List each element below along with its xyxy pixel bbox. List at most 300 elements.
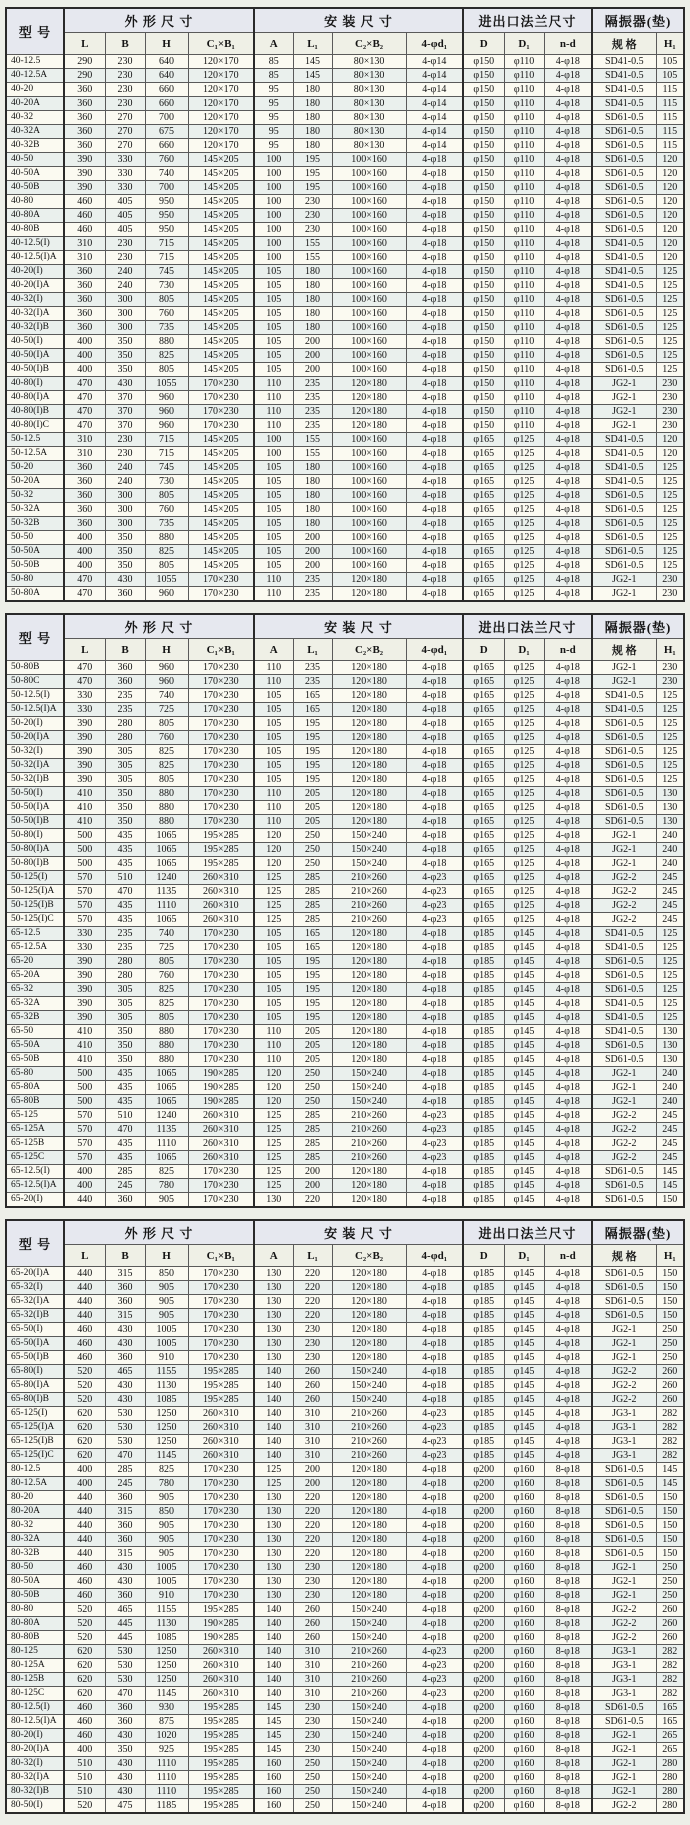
inst-l1-cell: 285 bbox=[293, 1123, 332, 1137]
inst-4phid1-cell: 4-φ18 bbox=[406, 1337, 463, 1351]
isolator-spec-cell: SD41-0.5 bbox=[592, 279, 656, 293]
inst-a-cell: 125 bbox=[254, 913, 293, 927]
dim-l-cell: 570 bbox=[64, 871, 105, 885]
inst-c2b2-cell: 80×130 bbox=[332, 69, 406, 83]
inst-l1-cell: 145 bbox=[293, 55, 332, 69]
table-row bbox=[6, 461, 684, 475]
flange-d1-cell: φ160 bbox=[504, 1519, 544, 1533]
table-row bbox=[6, 787, 684, 801]
dim-b-cell: 360 bbox=[105, 675, 145, 689]
dim-b-cell: 430 bbox=[105, 1561, 145, 1575]
inst-c2b2-cell: 210×260 bbox=[332, 1449, 406, 1463]
inst-l1-cell: 180 bbox=[293, 321, 332, 335]
inst-c2b2-cell: 120×180 bbox=[332, 1519, 406, 1533]
flange-d-cell: φ185 bbox=[463, 927, 504, 941]
inst-a-cell: 140 bbox=[254, 1365, 293, 1379]
dim-h-cell: 780 bbox=[145, 1179, 188, 1193]
dim-h-cell: 905 bbox=[145, 1533, 188, 1547]
inst-c2b2-cell: 210×260 bbox=[332, 913, 406, 927]
inst-l1-cell: 180 bbox=[293, 293, 332, 307]
inst-c2b2-cell: 100×160 bbox=[332, 475, 406, 489]
flange-nd-cell: 8-φ18 bbox=[544, 1491, 592, 1505]
flange-d-cell: φ150 bbox=[463, 251, 504, 265]
inst-c2b2-cell: 120×180 bbox=[332, 969, 406, 983]
inst-a-cell: 140 bbox=[254, 1407, 293, 1421]
isolator-spec-cell: JG2-1 bbox=[592, 1067, 656, 1081]
model-cell: 65-125(I)A bbox=[6, 1421, 64, 1435]
inst-c2b2-cell: 120×180 bbox=[332, 1561, 406, 1575]
isolator-h1-cell: 115 bbox=[656, 125, 684, 139]
dim-b-cell: 305 bbox=[105, 983, 145, 997]
dim-h-cell: 905 bbox=[145, 1547, 188, 1561]
inst-a-cell: 100 bbox=[254, 447, 293, 461]
inst-4phid1-cell: 4-φ23 bbox=[406, 1123, 463, 1137]
inst-c2b2-cell: 150×240 bbox=[332, 1771, 406, 1785]
isolator-h1-cell: 230 bbox=[656, 377, 684, 391]
table-row bbox=[6, 1771, 684, 1785]
model-cell: 50-80(I)A bbox=[6, 843, 64, 857]
dim-b-cell: 435 bbox=[105, 899, 145, 913]
dim-b-cell: 330 bbox=[105, 167, 145, 181]
flange-d-cell: φ185 bbox=[463, 1337, 504, 1351]
table-row bbox=[6, 1323, 684, 1337]
flange-nd-cell: 8-φ18 bbox=[544, 1799, 592, 1814]
model-cell: 80-20(I) bbox=[6, 1729, 64, 1743]
isolator-spec-cell: JG2-1 bbox=[592, 391, 656, 405]
col-header-H1: H₁ bbox=[656, 639, 684, 661]
dim-l-cell: 440 bbox=[64, 1309, 105, 1323]
dim-c1b1-cell: 195×285 bbox=[188, 829, 254, 843]
isolator-spec-cell: SD61-0.5 bbox=[592, 1193, 656, 1208]
inst-c2b2-cell: 120×180 bbox=[332, 1351, 406, 1365]
inst-4phid1-cell: 4-φ18 bbox=[406, 717, 463, 731]
flange-d1-cell: φ160 bbox=[504, 1673, 544, 1687]
inst-c2b2-cell: 210×260 bbox=[332, 1421, 406, 1435]
dim-l-cell: 520 bbox=[64, 1631, 105, 1645]
inst-l1-cell: 230 bbox=[293, 1575, 332, 1589]
table-row bbox=[6, 1785, 684, 1799]
dim-c1b1-cell: 120×170 bbox=[188, 97, 254, 111]
flange-d-cell: φ165 bbox=[463, 773, 504, 787]
isolator-spec-cell: SD61-0.5 bbox=[592, 717, 656, 731]
model-cell: 40-50A bbox=[6, 167, 64, 181]
dim-l-cell: 500 bbox=[64, 1081, 105, 1095]
flange-nd-cell: 8-φ18 bbox=[544, 1477, 592, 1491]
table-row bbox=[6, 1337, 684, 1351]
inst-l1-cell: 195 bbox=[293, 969, 332, 983]
inst-4phid1-cell: 4-φ23 bbox=[406, 1421, 463, 1435]
flange-d-cell: φ185 bbox=[463, 1281, 504, 1295]
inst-c2b2-cell: 120×180 bbox=[332, 717, 406, 731]
flange-d-cell: φ150 bbox=[463, 363, 504, 377]
flange-d1-cell: φ145 bbox=[504, 1435, 544, 1449]
inst-a-cell: 105 bbox=[254, 503, 293, 517]
inst-c2b2-cell: 210×260 bbox=[332, 1109, 406, 1123]
flange-nd-cell: 4-φ18 bbox=[544, 321, 592, 335]
dim-h-cell: 740 bbox=[145, 689, 188, 703]
table-row bbox=[6, 983, 684, 997]
dim-c1b1-cell: 145×205 bbox=[188, 559, 254, 573]
flange-d1-cell: φ145 bbox=[504, 1109, 544, 1123]
inst-a-cell: 140 bbox=[254, 1379, 293, 1393]
inst-l1-cell: 165 bbox=[293, 927, 332, 941]
flange-d-cell: φ165 bbox=[463, 517, 504, 531]
inst-a-cell: 125 bbox=[254, 1137, 293, 1151]
dim-h-cell: 660 bbox=[145, 97, 188, 111]
inst-l1-cell: 195 bbox=[293, 997, 332, 1011]
col-group-vibration-isolator: 隔振器(垫) bbox=[592, 614, 684, 639]
dim-h-cell: 880 bbox=[145, 335, 188, 349]
flange-d-cell: φ185 bbox=[463, 1365, 504, 1379]
flange-d-cell: φ200 bbox=[463, 1477, 504, 1491]
inst-l1-cell: 285 bbox=[293, 1109, 332, 1123]
table-row bbox=[6, 209, 684, 223]
table-row bbox=[6, 1603, 684, 1617]
inst-a-cell: 130 bbox=[254, 1505, 293, 1519]
col-group-flange-dimensions: 进出口法兰尺寸 bbox=[463, 1220, 592, 1245]
isolator-h1-cell: 150 bbox=[656, 1281, 684, 1295]
isolator-h1-cell: 230 bbox=[656, 661, 684, 675]
inst-4phid1-cell: 4-φ18 bbox=[406, 983, 463, 997]
dim-h-cell: 1065 bbox=[145, 1067, 188, 1081]
dim-c1b1-cell: 170×230 bbox=[188, 1039, 254, 1053]
model-cell: 50-50(I) bbox=[6, 787, 64, 801]
flange-d-cell: φ165 bbox=[463, 489, 504, 503]
inst-l1-cell: 250 bbox=[293, 857, 332, 871]
inst-l1-cell: 310 bbox=[293, 1659, 332, 1673]
dim-h-cell: 825 bbox=[145, 759, 188, 773]
dim-h-cell: 910 bbox=[145, 1589, 188, 1603]
flange-nd-cell: 4-φ18 bbox=[544, 1421, 592, 1435]
inst-4phid1-cell: 4-φ23 bbox=[406, 1407, 463, 1421]
dim-l-cell: 460 bbox=[64, 1323, 105, 1337]
dim-l-cell: 360 bbox=[64, 125, 105, 139]
dim-h-cell: 805 bbox=[145, 559, 188, 573]
isolator-spec-cell: SD61-0.5 bbox=[592, 125, 656, 139]
dim-b-cell: 305 bbox=[105, 745, 145, 759]
model-cell: 65-32(I) bbox=[6, 1281, 64, 1295]
table-row bbox=[6, 139, 684, 153]
inst-a-cell: 105 bbox=[254, 307, 293, 321]
isolator-spec-cell: SD61-0.5 bbox=[592, 167, 656, 181]
model-cell: 50-80B bbox=[6, 661, 64, 675]
inst-c2b2-cell: 210×260 bbox=[332, 1137, 406, 1151]
inst-a-cell: 110 bbox=[254, 1039, 293, 1053]
inst-c2b2-cell: 150×240 bbox=[332, 1603, 406, 1617]
inst-l1-cell: 180 bbox=[293, 139, 332, 153]
inst-a-cell: 85 bbox=[254, 55, 293, 69]
dim-c1b1-cell: 260×310 bbox=[188, 1137, 254, 1151]
inst-c2b2-cell: 100×160 bbox=[332, 517, 406, 531]
flange-nd-cell: 4-φ18 bbox=[544, 787, 592, 801]
dim-c1b1-cell: 170×230 bbox=[188, 731, 254, 745]
isolator-spec-cell: SD61-0.5 bbox=[592, 731, 656, 745]
dim-c1b1-cell: 190×285 bbox=[188, 1617, 254, 1631]
isolator-spec-cell: SD61-0.5 bbox=[592, 363, 656, 377]
dim-l-cell: 410 bbox=[64, 801, 105, 815]
isolator-h1-cell: 250 bbox=[656, 1337, 684, 1351]
dim-h-cell: 780 bbox=[145, 1477, 188, 1491]
dim-c1b1-cell: 260×310 bbox=[188, 1449, 254, 1463]
dim-l-cell: 500 bbox=[64, 829, 105, 843]
inst-a-cell: 110 bbox=[254, 801, 293, 815]
inst-4phid1-cell: 4-φ18 bbox=[406, 1729, 463, 1743]
flange-d1-cell: φ145 bbox=[504, 1053, 544, 1067]
flange-d-cell: φ185 bbox=[463, 955, 504, 969]
inst-c2b2-cell: 120×180 bbox=[332, 815, 406, 829]
isolator-h1-cell: 165 bbox=[656, 1715, 684, 1729]
flange-d1-cell: φ145 bbox=[504, 983, 544, 997]
inst-4phid1-cell: 4-φ23 bbox=[406, 1687, 463, 1701]
isolator-h1-cell: 245 bbox=[656, 871, 684, 885]
model-cell: 65-80(I)B bbox=[6, 1393, 64, 1407]
inst-c2b2-cell: 210×260 bbox=[332, 1435, 406, 1449]
flange-nd-cell: 4-φ18 bbox=[544, 1281, 592, 1295]
dim-c1b1-cell: 170×230 bbox=[188, 815, 254, 829]
isolator-h1-cell: 260 bbox=[656, 1379, 684, 1393]
flange-d1-cell: φ145 bbox=[504, 1039, 544, 1053]
isolator-h1-cell: 120 bbox=[656, 447, 684, 461]
dim-h-cell: 825 bbox=[145, 1463, 188, 1477]
dim-l-cell: 460 bbox=[64, 1561, 105, 1575]
inst-4phid1-cell: 4-φ18 bbox=[406, 1533, 463, 1547]
flange-nd-cell: 4-φ18 bbox=[544, 1179, 592, 1193]
inst-c2b2-cell: 100×160 bbox=[332, 545, 406, 559]
col-header-D1: D₁ bbox=[504, 33, 544, 55]
isolator-spec-cell: SD61-0.5 bbox=[592, 1267, 656, 1281]
isolator-h1-cell: 125 bbox=[656, 349, 684, 363]
dim-c1b1-cell: 170×230 bbox=[188, 1267, 254, 1281]
flange-d1-cell: φ160 bbox=[504, 1701, 544, 1715]
col-header-C1xB1: C₁×B₁ bbox=[188, 33, 254, 55]
inst-a-cell: 105 bbox=[254, 703, 293, 717]
flange-d-cell: φ185 bbox=[463, 941, 504, 955]
model-cell: 40-12.5(I)A bbox=[6, 251, 64, 265]
dim-b-cell: 305 bbox=[105, 759, 145, 773]
dim-c1b1-cell: 145×205 bbox=[188, 153, 254, 167]
isolator-h1-cell: 282 bbox=[656, 1407, 684, 1421]
inst-c2b2-cell: 120×180 bbox=[332, 573, 406, 587]
dim-l-cell: 360 bbox=[64, 321, 105, 335]
flange-d1-cell: φ160 bbox=[504, 1533, 544, 1547]
table-row bbox=[6, 349, 684, 363]
inst-a-cell: 105 bbox=[254, 773, 293, 787]
flange-d1-cell: φ145 bbox=[504, 1011, 544, 1025]
dim-b-cell: 435 bbox=[105, 913, 145, 927]
inst-l1-cell: 165 bbox=[293, 689, 332, 703]
isolator-spec-cell: SD61-0.5 bbox=[592, 1179, 656, 1193]
flange-d-cell: φ200 bbox=[463, 1743, 504, 1757]
dim-b-cell: 350 bbox=[105, 349, 145, 363]
flange-d-cell: φ150 bbox=[463, 97, 504, 111]
inst-c2b2-cell: 100×160 bbox=[332, 195, 406, 209]
dim-c1b1-cell: 170×230 bbox=[188, 661, 254, 675]
model-cell: 80-50B bbox=[6, 1589, 64, 1603]
inst-4phid1-cell: 4-φ18 bbox=[406, 1561, 463, 1575]
isolator-h1-cell: 120 bbox=[656, 433, 684, 447]
inst-l1-cell: 205 bbox=[293, 787, 332, 801]
isolator-spec-cell: SD61-0.5 bbox=[592, 503, 656, 517]
isolator-h1-cell: 260 bbox=[656, 1631, 684, 1645]
dim-b-cell: 350 bbox=[105, 559, 145, 573]
inst-4phid1-cell: 4-φ18 bbox=[406, 1547, 463, 1561]
dim-b-cell: 360 bbox=[105, 661, 145, 675]
dim-l-cell: 400 bbox=[64, 1743, 105, 1757]
dim-b-cell: 360 bbox=[105, 1589, 145, 1603]
inst-c2b2-cell: 80×130 bbox=[332, 97, 406, 111]
inst-4phid1-cell: 4-φ18 bbox=[406, 447, 463, 461]
model-cell: 50-50A bbox=[6, 545, 64, 559]
isolator-h1-cell: 282 bbox=[656, 1659, 684, 1673]
dim-b-cell: 435 bbox=[105, 843, 145, 857]
model-cell: 50-32A bbox=[6, 503, 64, 517]
inst-c2b2-cell: 210×260 bbox=[332, 1687, 406, 1701]
dim-h-cell: 760 bbox=[145, 731, 188, 745]
inst-4phid1-cell: 4-φ18 bbox=[406, 237, 463, 251]
flange-d-cell: φ165 bbox=[463, 475, 504, 489]
table-row bbox=[6, 363, 684, 377]
isolator-spec-cell: JG2-1 bbox=[592, 1337, 656, 1351]
flange-d1-cell: φ125 bbox=[504, 661, 544, 675]
flange-d1-cell: φ160 bbox=[504, 1757, 544, 1771]
inst-a-cell: 140 bbox=[254, 1645, 293, 1659]
model-cell: 50-20(I)A bbox=[6, 731, 64, 745]
flange-nd-cell: 4-φ18 bbox=[544, 587, 592, 602]
model-cell: 80-12.5 bbox=[6, 1463, 64, 1477]
dim-c1b1-cell: 145×205 bbox=[188, 223, 254, 237]
isolator-spec-cell: JG2-1 bbox=[592, 1575, 656, 1589]
inst-l1-cell: 180 bbox=[293, 489, 332, 503]
dim-c1b1-cell: 260×310 bbox=[188, 871, 254, 885]
table-row bbox=[6, 745, 684, 759]
dim-c1b1-cell: 170×230 bbox=[188, 1295, 254, 1309]
flange-nd-cell: 4-φ18 bbox=[544, 1165, 592, 1179]
inst-l1-cell: 250 bbox=[293, 1771, 332, 1785]
dim-h-cell: 745 bbox=[145, 461, 188, 475]
isolator-h1-cell: 282 bbox=[656, 1645, 684, 1659]
dim-l-cell: 410 bbox=[64, 815, 105, 829]
dim-l-cell: 520 bbox=[64, 1379, 105, 1393]
flange-nd-cell: 4-φ18 bbox=[544, 195, 592, 209]
dim-c1b1-cell: 170×230 bbox=[188, 1309, 254, 1323]
inst-l1-cell: 285 bbox=[293, 1151, 332, 1165]
flange-nd-cell: 4-φ18 bbox=[544, 405, 592, 419]
flange-nd-cell: 4-φ18 bbox=[544, 559, 592, 573]
flange-d-cell: φ185 bbox=[463, 1295, 504, 1309]
dim-l-cell: 470 bbox=[64, 573, 105, 587]
inst-a-cell: 105 bbox=[254, 969, 293, 983]
model-cell: 65-20A bbox=[6, 969, 64, 983]
table-row bbox=[6, 153, 684, 167]
dim-h-cell: 1185 bbox=[145, 1799, 188, 1814]
inst-c2b2-cell: 210×260 bbox=[332, 885, 406, 899]
isolator-spec-cell: JG2-2 bbox=[592, 1617, 656, 1631]
inst-l1-cell: 220 bbox=[293, 1533, 332, 1547]
inst-l1-cell: 220 bbox=[293, 1267, 332, 1281]
flange-d-cell: φ165 bbox=[463, 661, 504, 675]
col-header-D: D bbox=[463, 639, 504, 661]
dim-l-cell: 390 bbox=[64, 955, 105, 969]
isolator-spec-cell: JG2-2 bbox=[592, 1137, 656, 1151]
isolator-h1-cell: 230 bbox=[656, 391, 684, 405]
table-row bbox=[6, 1743, 684, 1757]
inst-c2b2-cell: 150×240 bbox=[332, 1715, 406, 1729]
isolator-spec-cell: JG2-2 bbox=[592, 899, 656, 913]
dim-h-cell: 640 bbox=[145, 69, 188, 83]
flange-d1-cell: φ110 bbox=[504, 349, 544, 363]
inst-l1-cell: 235 bbox=[293, 391, 332, 405]
flange-nd-cell: 4-φ18 bbox=[544, 573, 592, 587]
inst-4phid1-cell: 4-φ18 bbox=[406, 461, 463, 475]
flange-d-cell: φ200 bbox=[463, 1673, 504, 1687]
dim-c1b1-cell: 260×310 bbox=[188, 913, 254, 927]
model-cell: 50-32(I)B bbox=[6, 773, 64, 787]
inst-a-cell: 130 bbox=[254, 1323, 293, 1337]
table-row bbox=[6, 801, 684, 815]
inst-4phid1-cell: 4-φ18 bbox=[406, 307, 463, 321]
isolator-spec-cell: SD41-0.5 bbox=[592, 997, 656, 1011]
model-cell: 50-80 bbox=[6, 573, 64, 587]
dim-b-cell: 230 bbox=[105, 83, 145, 97]
dim-l-cell: 460 bbox=[64, 1701, 105, 1715]
table-row bbox=[6, 1435, 684, 1449]
dim-l-cell: 390 bbox=[64, 983, 105, 997]
dim-b-cell: 430 bbox=[105, 1785, 145, 1799]
flange-d-cell: φ185 bbox=[463, 1421, 504, 1435]
flange-nd-cell: 4-φ18 bbox=[544, 363, 592, 377]
table-header bbox=[6, 614, 684, 661]
flange-d1-cell: φ110 bbox=[504, 335, 544, 349]
dim-c1b1-cell: 120×170 bbox=[188, 69, 254, 83]
inst-4phid1-cell: 4-φ18 bbox=[406, 1463, 463, 1477]
inst-c2b2-cell: 100×160 bbox=[332, 503, 406, 517]
dim-h-cell: 1110 bbox=[145, 1137, 188, 1151]
inst-a-cell: 160 bbox=[254, 1785, 293, 1799]
inst-c2b2-cell: 120×180 bbox=[332, 1575, 406, 1589]
inst-l1-cell: 180 bbox=[293, 307, 332, 321]
dim-c1b1-cell: 170×230 bbox=[188, 787, 254, 801]
dim-b-cell: 280 bbox=[105, 731, 145, 745]
inst-a-cell: 140 bbox=[254, 1673, 293, 1687]
flange-nd-cell: 4-φ18 bbox=[544, 1053, 592, 1067]
inst-a-cell: 95 bbox=[254, 139, 293, 153]
table-row bbox=[6, 1757, 684, 1771]
isolator-h1-cell: 120 bbox=[656, 223, 684, 237]
inst-a-cell: 105 bbox=[254, 983, 293, 997]
dim-h-cell: 880 bbox=[145, 815, 188, 829]
flange-d1-cell: φ110 bbox=[504, 279, 544, 293]
inst-l1-cell: 200 bbox=[293, 1463, 332, 1477]
dim-l-cell: 390 bbox=[64, 759, 105, 773]
inst-l1-cell: 180 bbox=[293, 111, 332, 125]
dim-l-cell: 570 bbox=[64, 1151, 105, 1165]
flange-nd-cell: 4-φ18 bbox=[544, 1081, 592, 1095]
inst-4phid1-cell: 4-φ18 bbox=[406, 153, 463, 167]
inst-4phid1-cell: 4-φ18 bbox=[406, 321, 463, 335]
dim-c1b1-cell: 260×310 bbox=[188, 1673, 254, 1687]
dim-c1b1-cell: 145×205 bbox=[188, 531, 254, 545]
flange-nd-cell: 4-φ18 bbox=[544, 815, 592, 829]
dim-b-cell: 360 bbox=[105, 1193, 145, 1208]
model-cell: 65-125B bbox=[6, 1137, 64, 1151]
flange-d1-cell: φ110 bbox=[504, 125, 544, 139]
table-row bbox=[6, 955, 684, 969]
isolator-spec-cell: JG3-1 bbox=[592, 1645, 656, 1659]
flange-d1-cell: φ160 bbox=[504, 1589, 544, 1603]
isolator-spec-cell: JG2-2 bbox=[592, 1109, 656, 1123]
inst-4phid1-cell: 4-φ14 bbox=[406, 83, 463, 97]
isolator-h1-cell: 245 bbox=[656, 1151, 684, 1165]
